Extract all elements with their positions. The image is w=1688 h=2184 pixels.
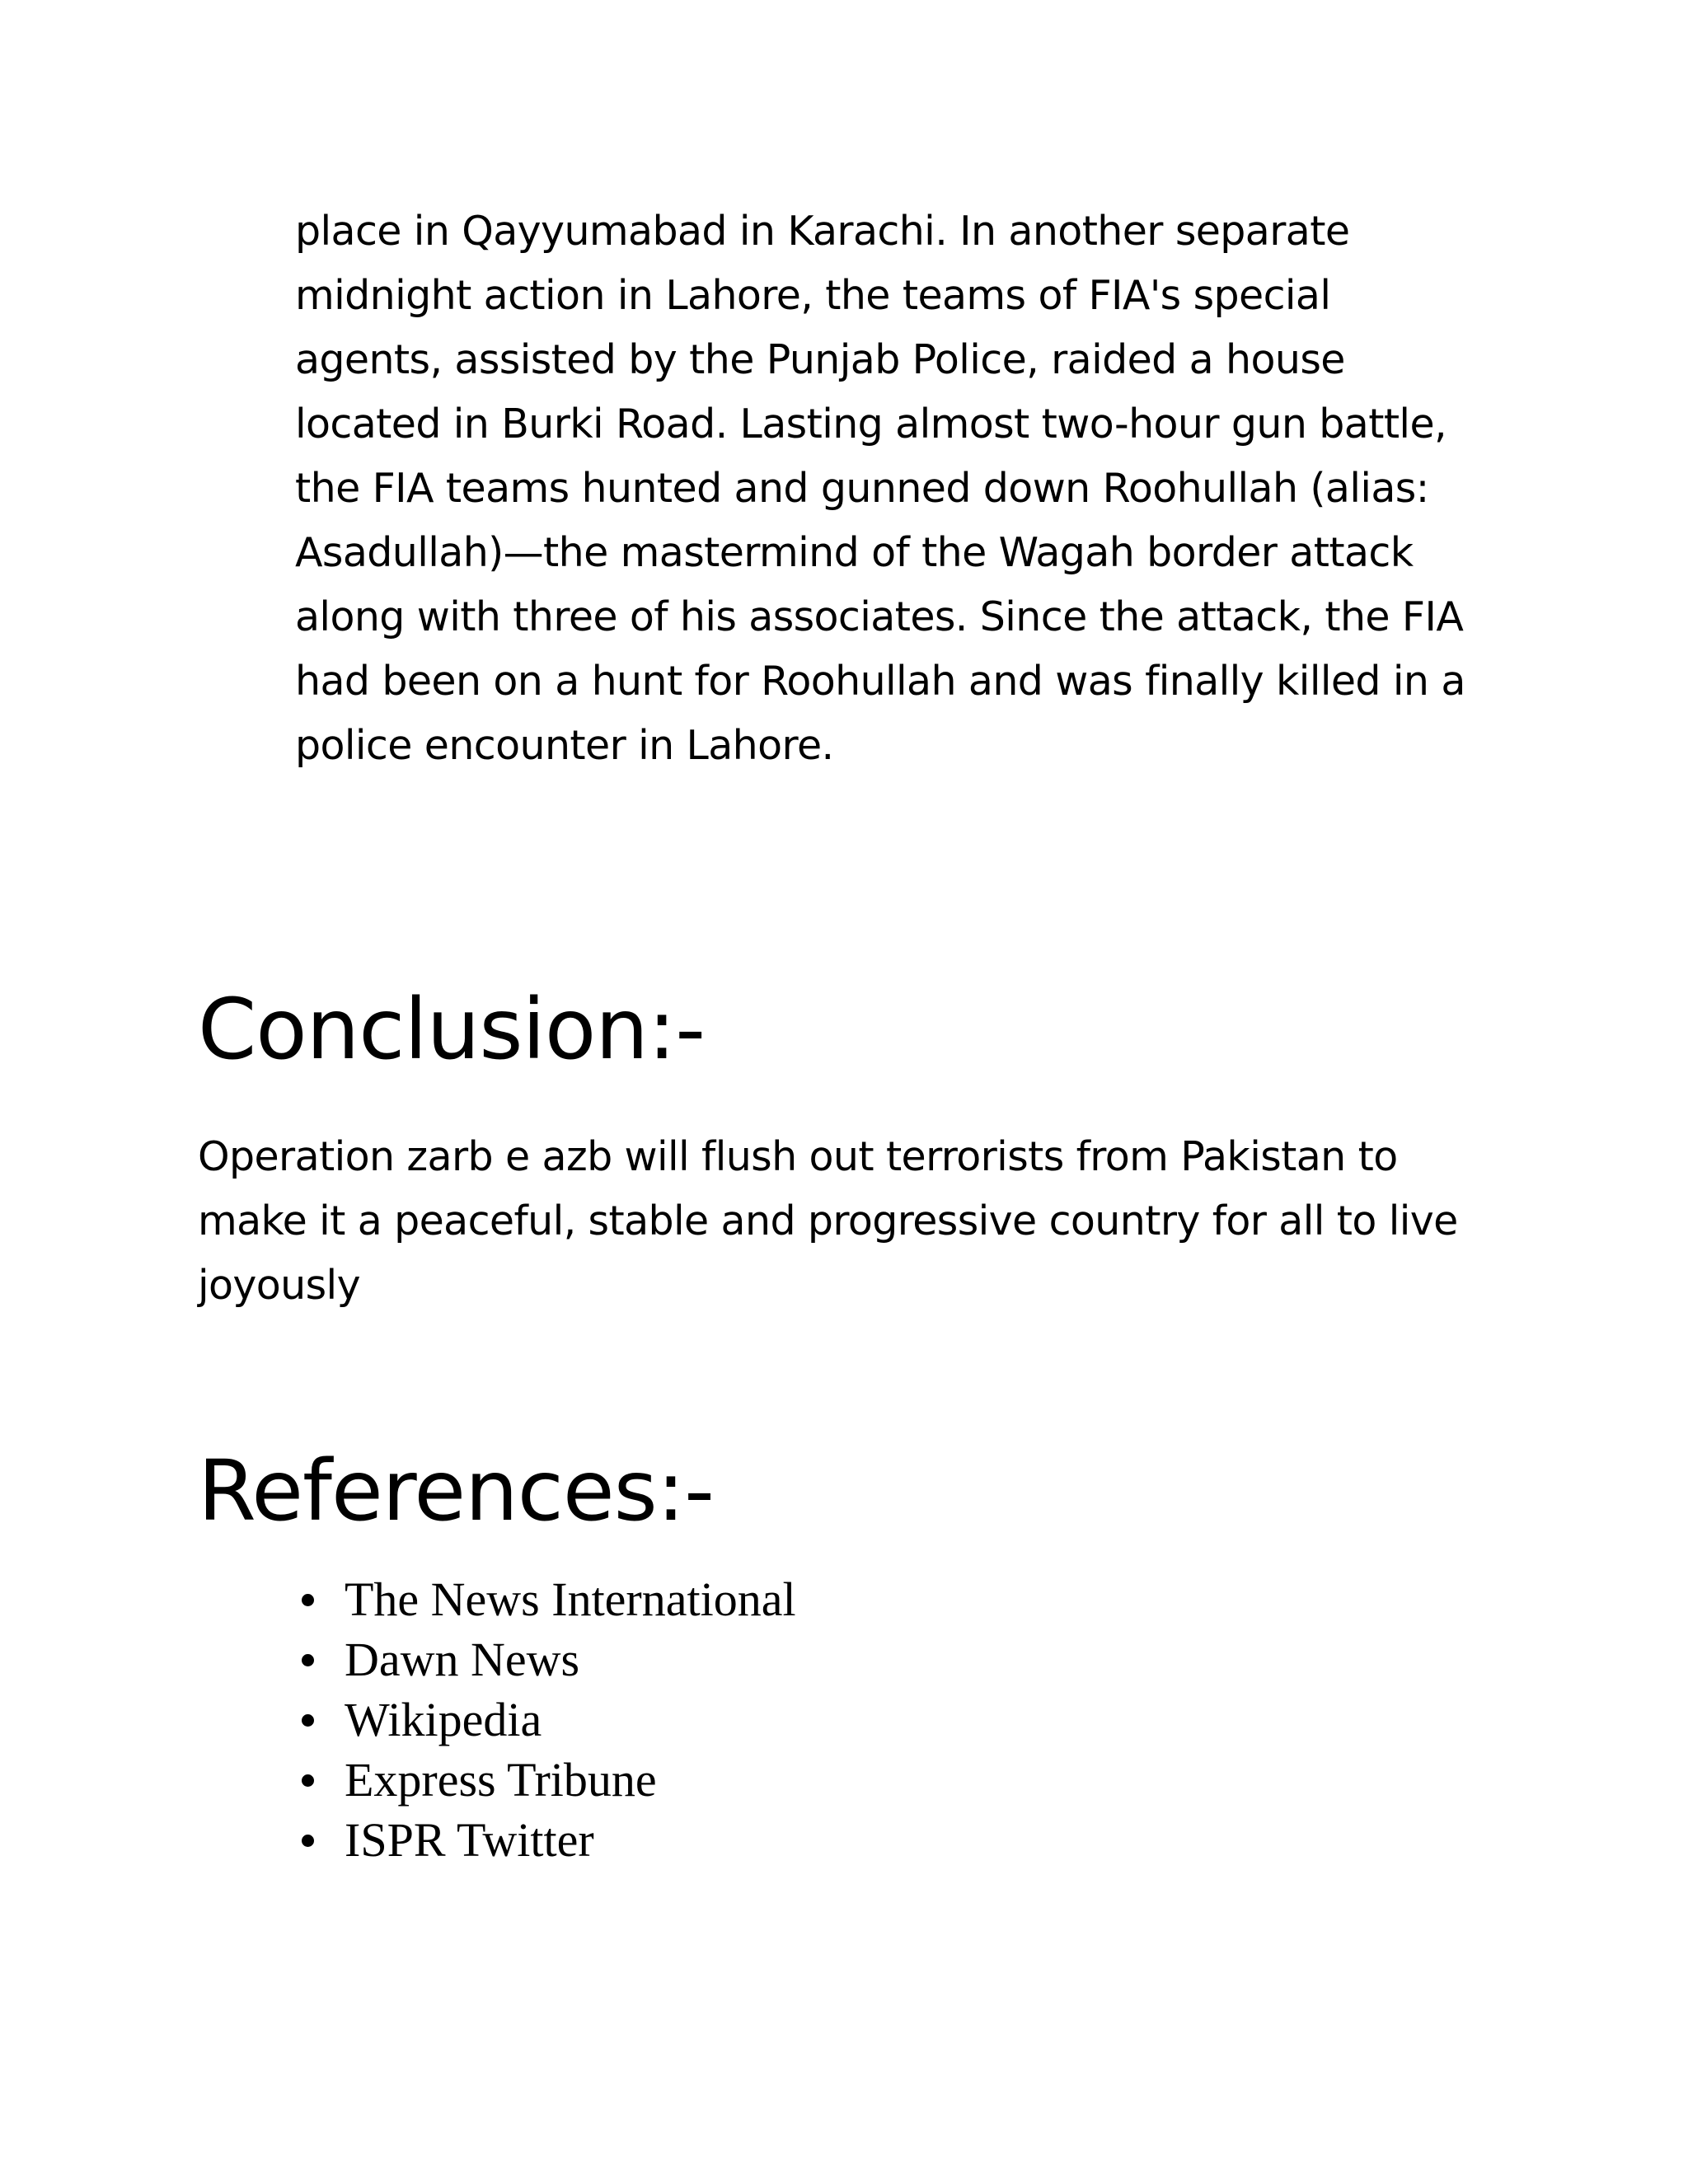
paragraph-line: had been on a hunt for Roohullah and was finally killed in a [295,658,1465,705]
reference-item [297,1750,796,1810]
paragraph-line: make it a peaceful, stable and progressive country for all to live [198,1197,1458,1244]
references-heading: References:- [198,1442,714,1540]
reference-item [297,1690,796,1750]
paragraph-line: located in Burki Road. Lasting almost two-hour gun battle, [295,401,1447,448]
reference-label: Express Tribune [345,1753,657,1807]
bullet-icon [302,1714,314,1727]
reference-label: Wikipedia [345,1693,542,1746]
paragraph-line: Operation zarb e azb will flush out terrorists from Pakistan to [198,1133,1398,1180]
reference-item [297,1629,796,1690]
reference-item [297,1569,796,1629]
paragraph-line: Asadullah)—the mastermind of the Wagah border attack [295,529,1414,576]
conclusion-paragraph [198,1125,1517,1318]
references-list [297,1569,796,1870]
paragraph-line: along with three of his associates. Since the attack, the FIA [295,593,1464,640]
intro-paragraph [295,199,1498,778]
reference-label: Dawn News [345,1633,580,1686]
bullet-icon [302,1835,314,1847]
paragraph-line: agents, assisted by the Punjab Police, raided a house [295,336,1345,383]
reference-item [297,1810,796,1870]
conclusion-heading: Conclusion:- [198,981,706,1079]
paragraph-line: police encounter in Lahore. [295,722,834,769]
paragraph-line: place in Qayyumabad in Karachi. In another separate [295,208,1350,255]
paragraph-line: joyously [198,1262,360,1309]
paragraph-line: the FIA teams hunted and gunned down Roohullah (alias: [295,465,1429,512]
bullet-icon [302,1654,314,1666]
reference-label: The News International [345,1572,796,1626]
reference-label: ISPR Twitter [345,1813,594,1867]
paragraph-line: midnight action in Lahore, the teams of FIA's special [295,272,1331,319]
bullet-icon [302,1594,314,1606]
bullet-icon [302,1774,314,1787]
